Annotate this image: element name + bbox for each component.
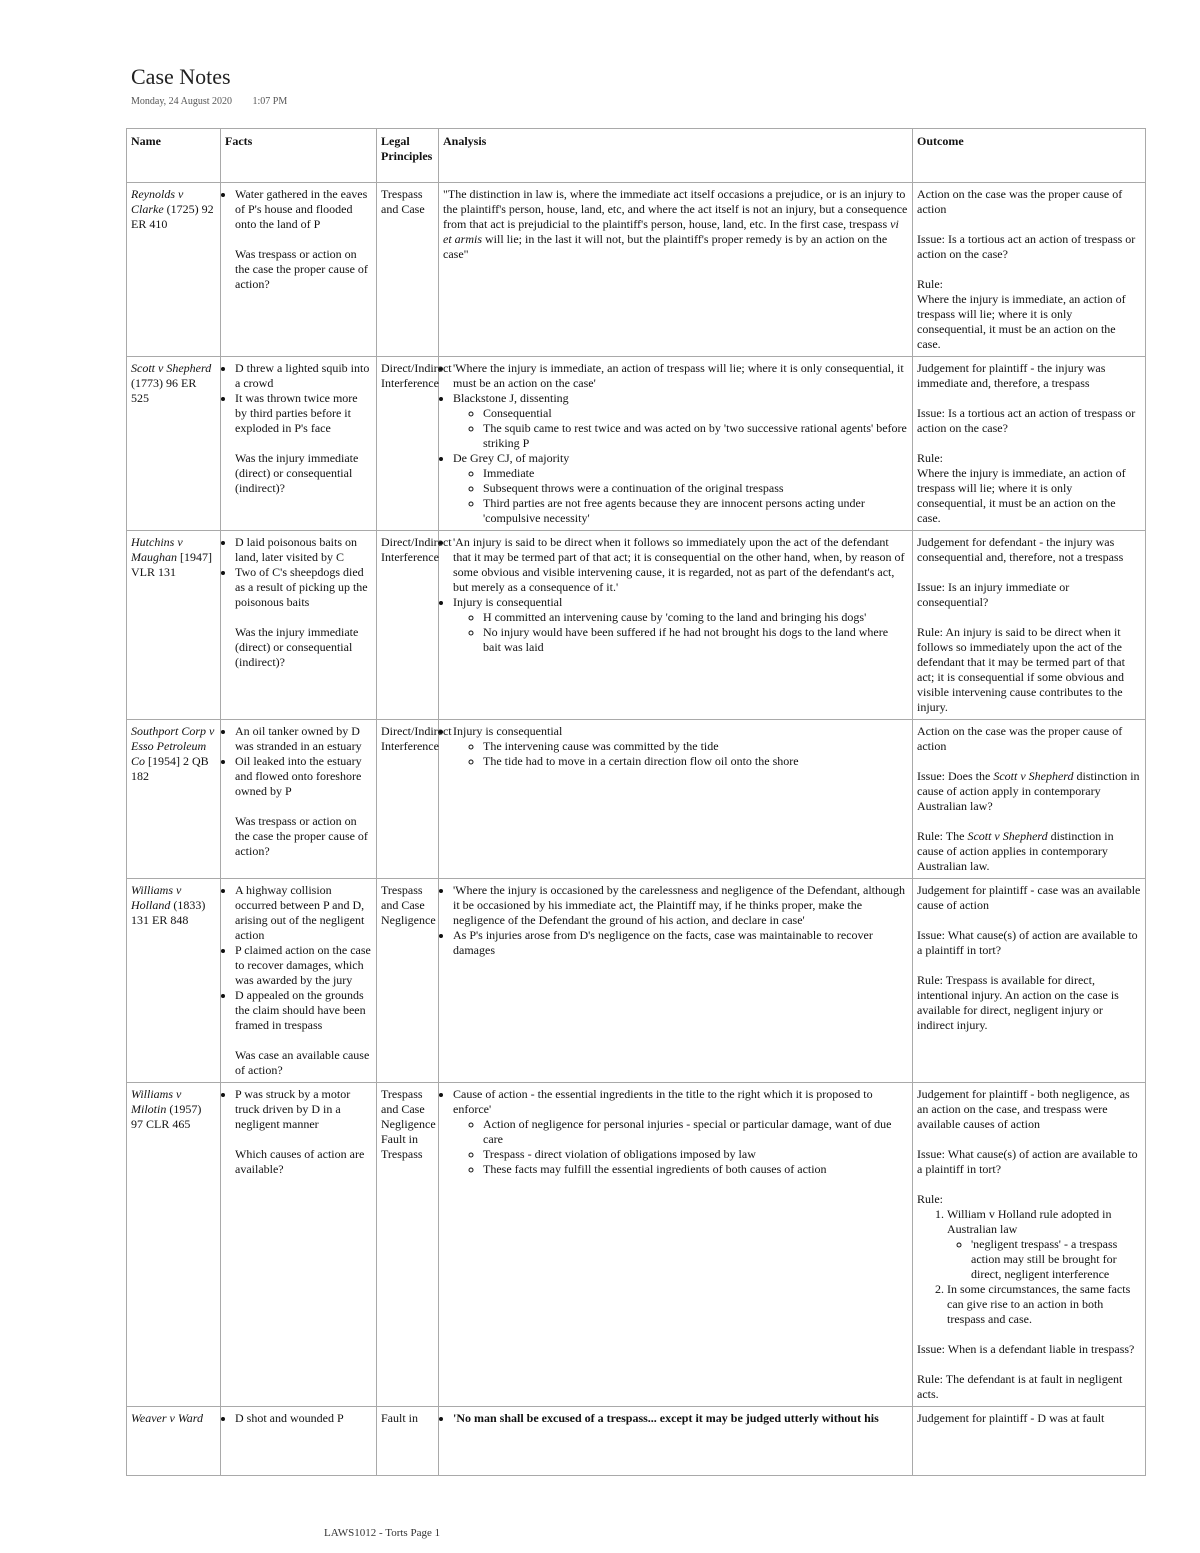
case-name-cell: [127, 183, 221, 357]
facts-question: Was the injury immediate (direct) or consequential (indirect)?: [235, 625, 359, 669]
table-row: [127, 531, 1146, 720]
fact-item: • It was thrown twice more by third parties before it exploded in P's face: [235, 391, 372, 436]
legal-cell: Direct/Indirect Interference: [377, 720, 439, 879]
analysis-cell: • Injury is consequential ◦ The intervening cause was committed by the tide ◦ The tide had to move in a certain direction flow oil onto the shore: [439, 720, 913, 879]
fact-item: • D laid poisonous baits on land, later visited by C: [235, 535, 372, 565]
analysis-cell: • Cause of action - the essential ingredients in the title to the right which it is proposed to enforce' ◦ Action of negligence for personal injuries - special or particular damage, want of due care ◦ Trespass - direct violation of obligations imposed by law ◦ These facts may fulfill the essential ingredients of both causes of action: [439, 1083, 913, 1407]
table-row: [127, 720, 1146, 879]
fact-item: • Oil leaked into the estuary and flowed onto foreshore owned by P: [235, 754, 372, 799]
outcome-cell: Judgement for plaintiff - both negligence, as an action on the case, and trespass were available causes of action Issue: What cause(s) of action are available to a plaintiff in tort? Rule: 1. William v Holland rule adopted in Australian law ◦ 'negligent trespass' - a trespass action may still be brought for direct, negligent interference 2. In some circumstances, the same facts can give rise to an action in both trespass and case. Issue: When is a defendant liable in trespass? Rule: The defendant is at fault in negligent acts.: [913, 1083, 1146, 1407]
facts-question: Was trespass or action on the case the proper cause of action?: [235, 814, 368, 858]
case-citation: (1957) 97 CLR 465: [131, 1102, 202, 1131]
fact-item: • D threw a lighted squib into a crowd: [235, 361, 372, 391]
page-footer: LAWS1012 - Torts Page 1: [324, 1527, 441, 1539]
analysis-cell: • 'No man shall be excused of a trespass... except it may be judged utterly without his: [439, 1407, 913, 1476]
case-citation: (1773) 96 ER 525: [131, 376, 197, 405]
column-header-facts: Facts: [221, 129, 377, 183]
date-text: Monday, 24 August 2020: [131, 96, 233, 107]
case-name: Weaver v Ward: [131, 1411, 203, 1425]
legal-cell: Fault in: [377, 1407, 439, 1476]
legal-cell: Trespass and Case Negligence Fault in Trespass: [377, 1083, 439, 1407]
legal-cell: Trespass and Case Negligence: [377, 879, 439, 1083]
case-name-cell: [127, 1407, 221, 1476]
case-name: Reynolds v Clarke: [131, 187, 184, 216]
case-name: Hutchins v Maughan: [131, 535, 183, 564]
analysis-cell: "The distinction in law is, where the immediate act itself occasions a prejudice, or is an injury to the plaintiff's person, house, land, etc, and where the act itself is not an injury, but a consequence from that act is prejudicial to the plaintiff's person, house, land, etc. In the first case, trespass vi et armis will lie; in the last it will not, but the plaintiff's proper remedy is by an action on the case": [439, 183, 913, 357]
case-name-cell: [127, 531, 221, 720]
case-citation: [1954] 2 QB 182: [131, 754, 209, 783]
case-name-cell: [127, 720, 221, 879]
outcome-cell: Action on the case was the proper cause of action Issue: Is a tortious act an action of trespass or action on the case? Rule: Where the injury is immediate, an action of trespass will lie; where it is only consequential, it must be an action on the case.: [913, 183, 1146, 357]
page-date: [131, 96, 305, 107]
column-header-legal: Legal Principles: [377, 129, 439, 183]
case-name: Southport Corp v Esso Petroleum Co: [131, 724, 215, 768]
analysis-cell: • 'An injury is said to be direct when it follows so immediately upon the act of the defendant that it may be termed part of that act; it is consequential on the other hand, when, by reason of some obvious and visible intervening cause, it is regarded, not as part of the defendant's act, but merely as a consequence of it.' • Injury is consequential ◦ H committed an intervening cause by 'coming to the land and bringing his dogs' ◦ No injury would have been suffered if he had not brought his dogs to the land where bait was laid: [439, 531, 913, 720]
legal-cell: Trespass and Case: [377, 183, 439, 357]
fact-item: • A highway collision occurred between P and D, arising out of the negligent action: [235, 883, 372, 943]
column-header-name: Name: [127, 129, 221, 183]
table-row: [127, 183, 1146, 357]
facts-cell: [221, 531, 377, 720]
fact-item: • An oil tanker owned by D was stranded in an estuary: [235, 724, 372, 754]
fact-item: • P was struck by a motor truck driven by D in a negligent manner: [235, 1087, 372, 1132]
facts-cell: [221, 879, 377, 1083]
column-header-outcome: Outcome: [913, 129, 1146, 183]
legal-cell: Direct/Indirect Interference: [377, 357, 439, 531]
time-text: 1:07 PM: [252, 96, 288, 107]
facts-cell: [221, 720, 377, 879]
fact-item: • P claimed action on the case to recover damages, which was awarded by the jury: [235, 943, 372, 988]
case-notes-table: [126, 128, 1146, 1476]
column-header-analysis: Analysis: [439, 129, 913, 183]
case-name: Williams v Milotin: [131, 1087, 182, 1116]
case-name-cell: [127, 1083, 221, 1407]
case-name-cell: [127, 879, 221, 1083]
facts-question: Was trespass or action on the case the proper cause of action?: [235, 247, 368, 291]
page-title: Case Notes: [131, 64, 231, 89]
case-citation: (1833) 131 ER 848: [131, 898, 206, 927]
facts-question: Was the injury immediate (direct) or consequential (indirect)?: [235, 451, 359, 495]
fact-item: • Water gathered in the eaves of P's house and flooded onto the land of P: [235, 187, 372, 232]
outcome-cell: Judgement for plaintiff - the injury was immediate and, therefore, a trespass Issue: Is a tortious act an action of trespass or action on the case? Rule: Where the injury is immediate, an action of trespass will lie; where it is only consequential, it must be an action on the case.: [913, 357, 1146, 531]
case-name: Williams v Holland: [131, 883, 182, 912]
fact-item: • Two of C's sheepdogs died as a result of picking up the poisonous baits: [235, 565, 372, 610]
table-row: [127, 879, 1146, 1083]
outcome-cell: Judgement for defendant - the injury was consequential and, therefore, not a trespass Issue: Is an injury immediate or consequential? Rule: An injury is said to be direct when it follows so immediately upon the act of the defendant that it may be termed part of that act; it is consequential if some obvious and visible intervening cause contributes to the injury.: [913, 531, 1146, 720]
outcome-cell: Judgement for plaintiff - case was an available cause of action Issue: What cause(s) of action are available to a plaintiff in tort? Rule: Trespass is available for direct, intentional injury. An action on the case is available for direct, negligent injury or indirect injury.: [913, 879, 1146, 1083]
case-name: Scott v Shepherd: [131, 361, 212, 375]
case-name-cell: [127, 357, 221, 531]
table-row: [127, 1083, 1146, 1407]
facts-question: Which causes of action are available?: [235, 1147, 365, 1176]
facts-cell: [221, 357, 377, 531]
table-row: [127, 357, 1146, 531]
facts-cell: [221, 1407, 377, 1476]
table-header-row: [127, 129, 1146, 183]
fact-item: • D appealed on the grounds the claim should have been framed in trespass: [235, 988, 372, 1033]
analysis-cell: • 'Where the injury is immediate, an action of trespass will lie; where it is only consequential, it must be an action on the case' • Blackstone J, dissenting ◦ Consequential ◦ The squib came to rest twice and was acted on by 'two successive rational agents' before striking P • De Grey CJ, of majority ◦ Immediate ◦ Subsequent throws were a continuation of the original trespass ◦ Third parties are not free agents because they are innocent persons acting under 'compulsive necessity': [439, 357, 913, 531]
facts-cell: [221, 1083, 377, 1407]
facts-question: Was case an available cause of action?: [235, 1048, 370, 1077]
legal-cell: Direct/Indirect Interference: [377, 531, 439, 720]
case-citation: (1725) 92 ER 410: [131, 202, 214, 231]
outcome-cell: Judgement for plaintiff - D was at fault: [913, 1407, 1146, 1476]
fact-item: • D shot and wounded P: [235, 1411, 372, 1426]
case-citation: [1947] VLR 131: [131, 550, 212, 579]
facts-cell: [221, 183, 377, 357]
table-row: [127, 1407, 1146, 1476]
outcome-cell: Action on the case was the proper cause of action Issue: Does the Scott v Shepherd distinction in cause of action apply in contemporary Australian law? Rule: The Scott v Shepherd distinction in cause of action applies in contemporary Australian law.: [913, 720, 1146, 879]
analysis-cell: • 'Where the injury is occasioned by the carelessness and negligence of the Defendant, although it be occasioned by his immediate act, the Plaintiff may, if he thinks proper, make the negligence of the Defendant the ground of his action, and declare in case' • As P's injuries arose from D's negligence on the facts, case was maintainable to recover damages: [439, 879, 913, 1083]
